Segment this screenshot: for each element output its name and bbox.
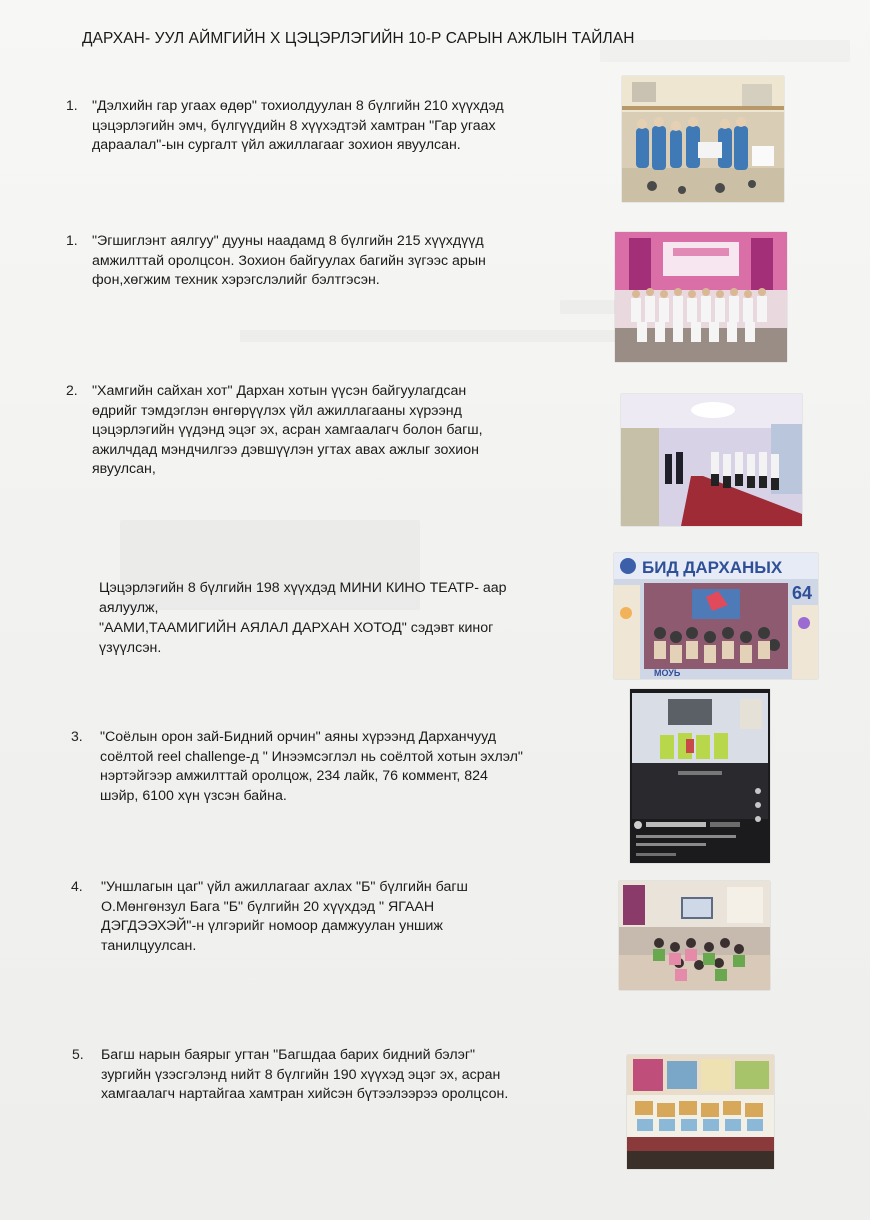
- item-line: үзүүлсэн.: [99, 639, 162, 656]
- item-line: аялуулж,: [99, 599, 159, 616]
- item-line: явуулсан,: [92, 461, 156, 477]
- mini-cinema-photo: [614, 553, 818, 679]
- song-festival-photo: [615, 232, 787, 362]
- item-number: 2.: [66, 382, 78, 398]
- item-line: дараалал"-ын сургалт үйл ажиллагааг зохион явуулсан.: [92, 137, 461, 153]
- item-line: "Дэлхийн гар угаах өдөр" тохиолдуулан 8 бүлгийн 210 хүүхдэд: [92, 98, 504, 114]
- item-line: хамгаалагч нартайгаа хамтран хийсэн бүтээлээрээ оролцсон.: [101, 1086, 509, 1102]
- banner-number: 64: [792, 583, 813, 603]
- item-line: "Хамгийн сайхан хот" Дархан хотын үүсэн байгуулагдсан: [92, 383, 467, 399]
- item-line: цэцэрлэгийн үүдэнд эцэг эх, асран хамгаалагч болон багш,: [92, 422, 483, 438]
- item-line: фон,хөгжим техник хэрэгслэлийг бэлтгэсэн.: [92, 272, 380, 288]
- item-text: [101, 1046, 508, 1105]
- handwashing-photo: [622, 76, 784, 202]
- reel-challenge-screenshot: [630, 689, 770, 863]
- drawing-exhibition-photo: [627, 1055, 774, 1169]
- item-text: [99, 579, 507, 658]
- item-line: ажилчдад мэндчилгээ дэвшүүлэн угтах авах ажлыг зохион: [92, 441, 479, 458]
- item-line: О.Мөнгөнзул Бага "Б" бүлгийн 20 хүүхдэд " ЯГААН: [101, 898, 435, 915]
- item-number: 1.: [66, 97, 78, 113]
- item-number: 1.: [66, 232, 78, 248]
- item-number: 4.: [71, 878, 83, 894]
- item-line: танилцуулсан.: [101, 937, 197, 954]
- item-line: ДЭГДЭЭХЭЙ"-н үлгэрийг номоор дамжуулан уншиж: [101, 918, 443, 934]
- item-line: нэртэйгээр амжилттай оролцож, 234 лайк, 76 коммент, 824: [100, 768, 488, 784]
- item-line: зургийн үзэсгэлэнд нийт 8 бүлгийн 190 хүүхэд эцэг эх, асран: [101, 1066, 501, 1083]
- item-line: Цэцэрлэгийн 8 бүлгийн 198 хүүхдэд МИНИ КИНО ТЕАТР- аар: [99, 580, 507, 596]
- item-line: соёлтой reel challenge-д " Инээмсэглэл нь соёлтой хотын эхлэл": [100, 748, 523, 765]
- item-line: өдрийг тэмдэглэн өнгөрүүлэх үйл ажиллагааны хүрээнд: [92, 402, 462, 419]
- item-line: "Соёлын орон зай-Бидний орчин" аяны хүрээнд Дарханчууд: [100, 729, 496, 745]
- banner-sub: МОУЬ: [654, 668, 681, 678]
- item-text: [100, 728, 523, 806]
- item-line: шэйр, 6100 хүн үзсэн байна.: [100, 787, 287, 804]
- item-text: [92, 232, 486, 291]
- item-line: "Эгшиглэнт аялгуу" дууны наадамд 8 бүлгийн 215 хүүхдүүд: [92, 233, 484, 249]
- item-line: цэцэрлэгийн эмч, бүлгүүдийн 8 хүүхэдтэй хамтран "Гар угаах: [92, 117, 496, 134]
- item-text: [92, 382, 483, 480]
- banner-text: БИД ДАРХАНЫХ: [642, 558, 783, 577]
- item-line: Багш нарын баярыг угтан "Багшдаа барих бидний бэлэг": [101, 1047, 476, 1063]
- item-line: амжилттай оролцсон. Зохион байгуулах багийн зүгээс арын: [92, 252, 486, 269]
- item-text: [101, 878, 468, 956]
- item-line: "Уншлагын цаг" үйл ажиллагааг ахлах "Б" бүлгийн багш: [101, 879, 468, 895]
- item-line: "ААМИ,ТААМИГИЙН АЯЛАЛ ДАРХАН ХОТОД" сэдэвт киног: [99, 620, 494, 636]
- reading-hour-photo: [619, 881, 770, 990]
- item-text: [92, 97, 504, 156]
- report-title: ДАРХАН- УУЛ АЙМГИЙН Х ЦЭЦЭРЛЭГИЙН 10-Р САРЫН АЖЛЫН ТАЙЛАН: [82, 30, 635, 47]
- item-number: 3.: [71, 728, 83, 744]
- item-number: 5.: [72, 1046, 84, 1062]
- city-day-greeting-photo: [621, 394, 802, 526]
